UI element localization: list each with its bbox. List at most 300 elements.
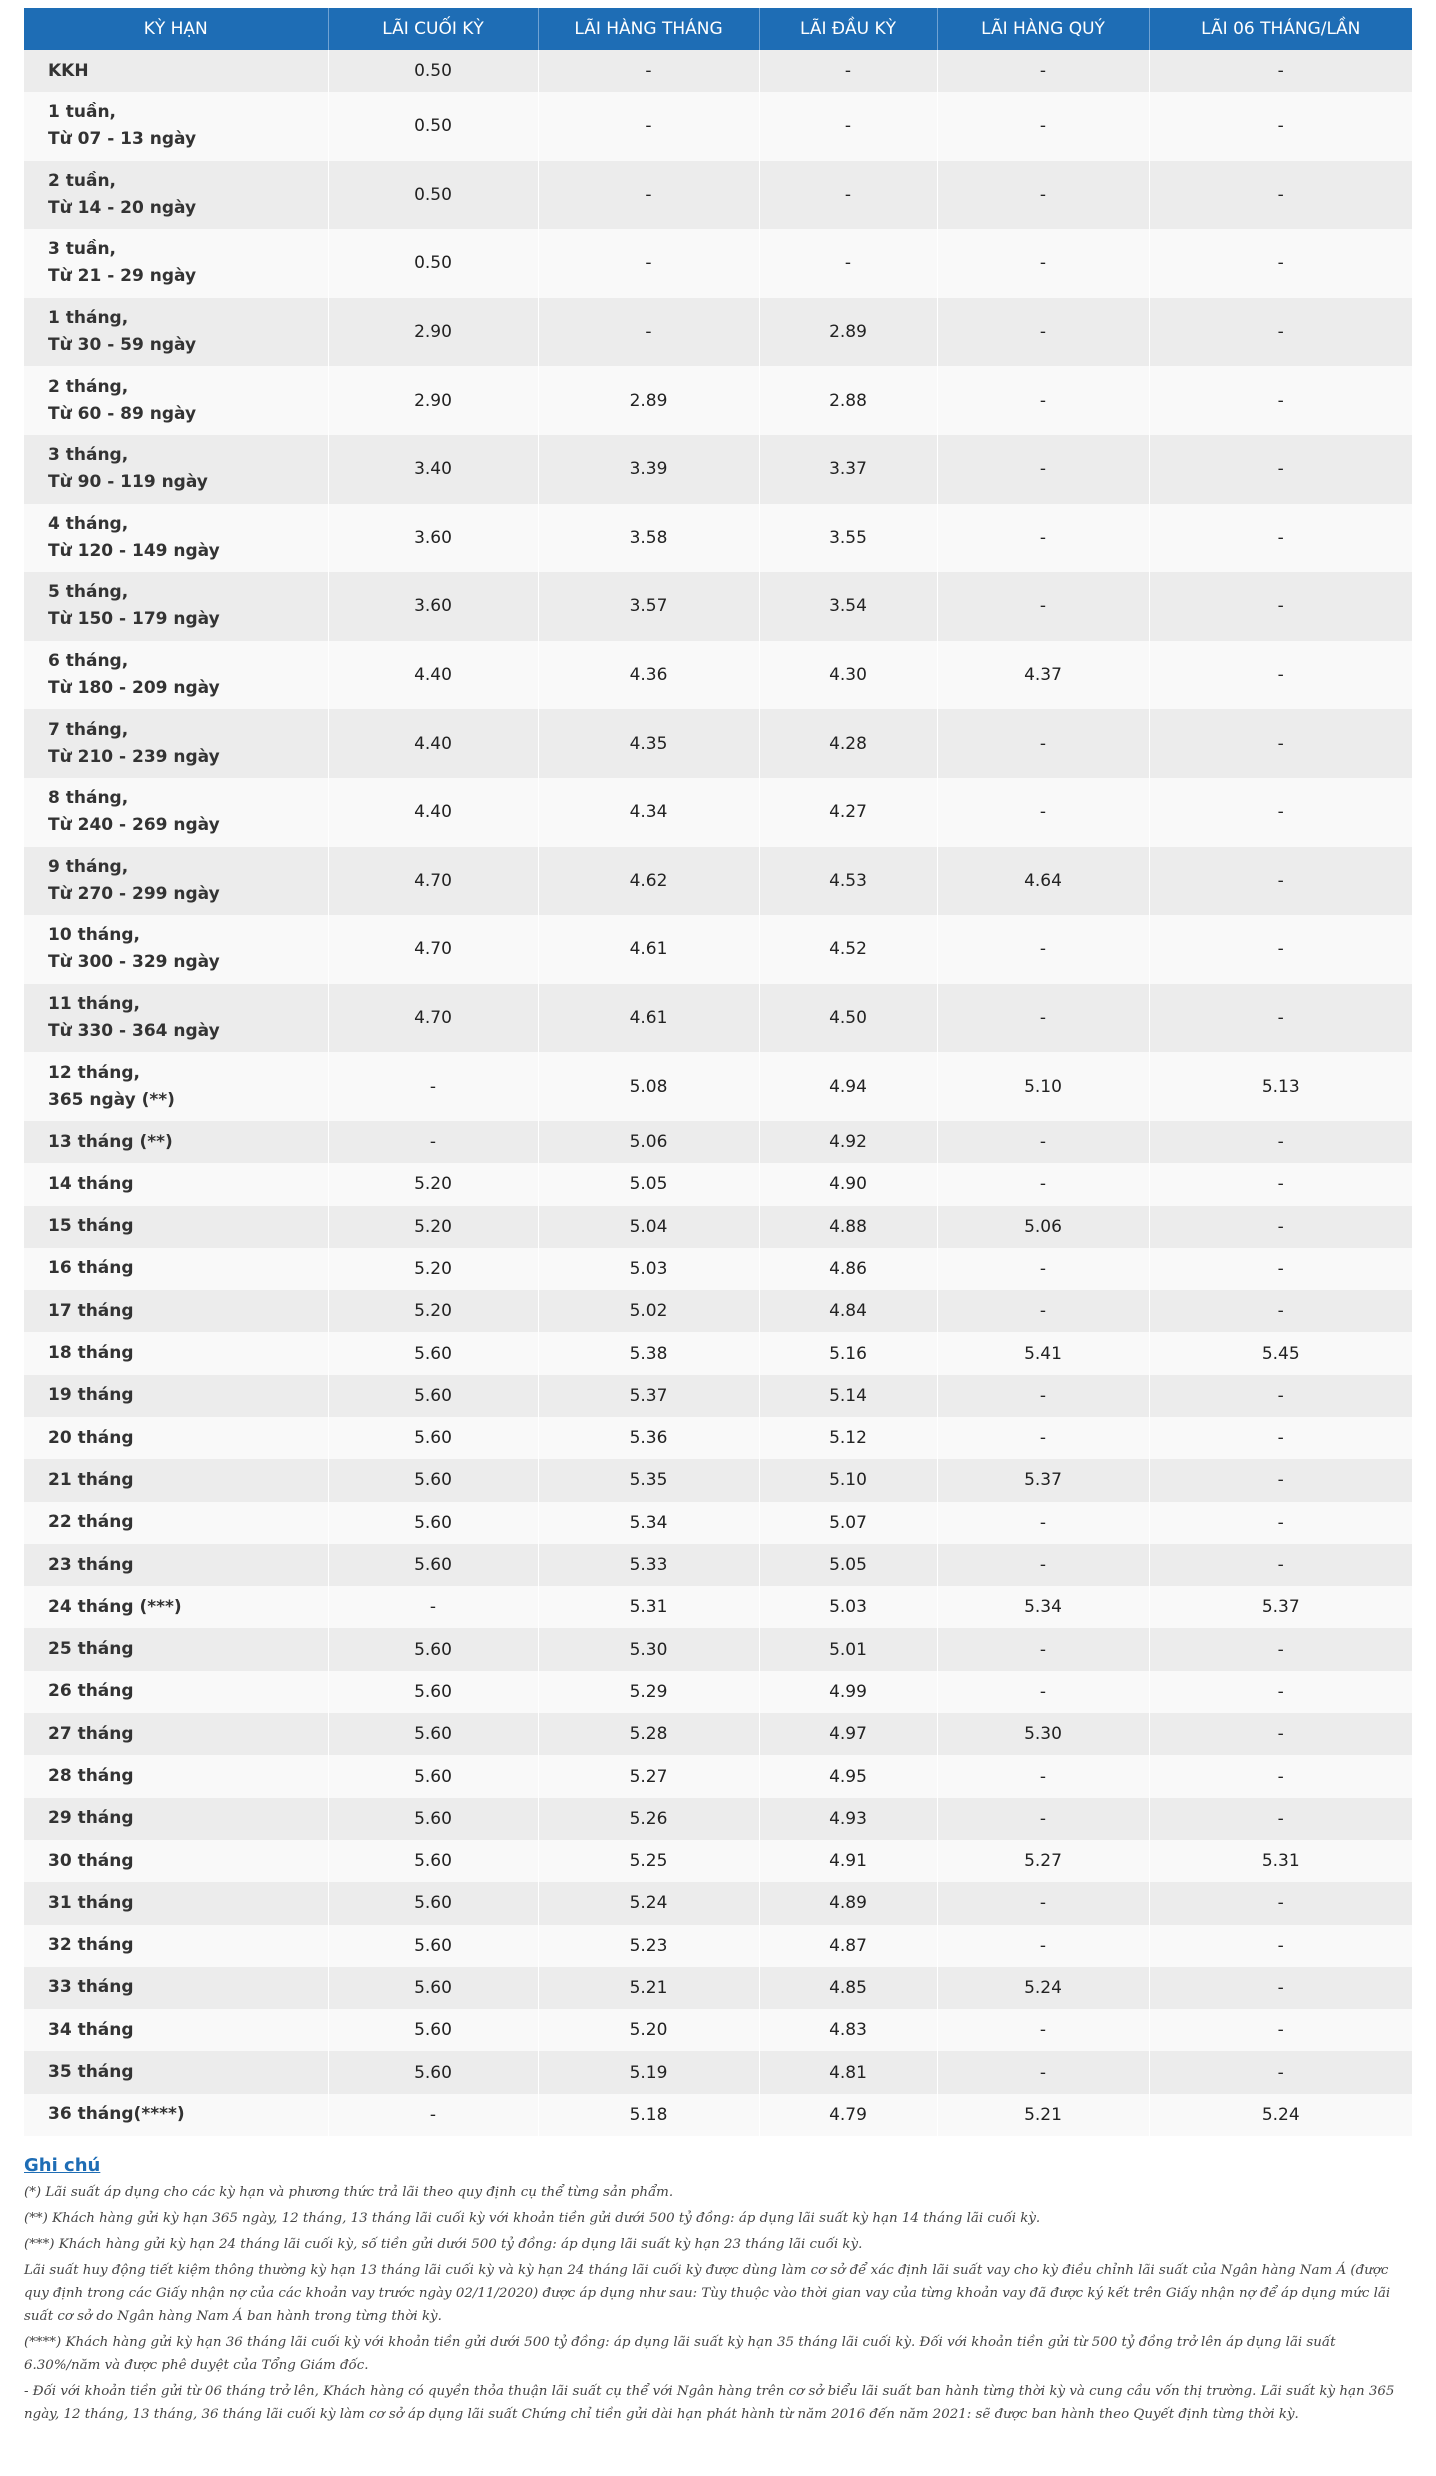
table-row	[24, 1332, 1412, 1374]
table-row	[24, 435, 1412, 504]
rate-cell-six-monthly: -	[1277, 527, 1284, 548]
rate-cell-upfront: 4.52	[759, 915, 937, 984]
rate-cell-quarterly: -	[937, 1290, 1149, 1332]
rate-cell-monthly: 5.06	[538, 1121, 759, 1163]
term-cell	[24, 1332, 328, 1374]
rate-cell-upfront: 4.93	[759, 1798, 937, 1840]
note-line: - Đối với khoản tiền gửi từ 06 tháng trở lên, Khách hàng có quyền thỏa thuận lãi suất cụ thể với Ngân hàng trên cơ sở biểu lãi suất ban hành từng thời kỳ và cung cầu vốn thị trường. Lãi suất kỳ hạn 365 ngày, 12 tháng, 13 tháng, 36 tháng lãi cuối kỳ làm cơ sở áp dụng lãi suất Chứng chỉ tiền gửi dài hạn phát hành từ năm 2016 đến năm 2021: sẽ được ban hành theo Quyết định từng thời kỳ.	[24, 2384, 1395, 2423]
rate-cell-upfront: -	[759, 229, 937, 298]
rate-cell-quarterly: -	[937, 1163, 1149, 1205]
rate-cell-end-of-term: 5.60	[328, 1375, 538, 1417]
term-label-line: 27 tháng	[48, 1723, 134, 1744]
rate-cell-end-of-term: 5.60	[328, 1798, 538, 1840]
term-cell	[24, 1798, 328, 1840]
header-end-of-term: LÃI CUỐI KỲ	[328, 8, 538, 50]
table-row	[24, 1967, 1412, 2009]
term-label-line: 23 tháng	[48, 1554, 134, 1575]
rate-cell-monthly: -	[538, 298, 759, 367]
term-cell	[24, 984, 328, 1053]
rate-cell-upfront: 4.86	[759, 1248, 937, 1290]
table-row	[24, 1671, 1412, 1713]
table-row	[24, 1417, 1412, 1459]
term-label-line: 5 tháng,	[48, 582, 129, 603]
term-label-line: 31 tháng	[48, 1892, 134, 1913]
rate-cell-monthly: 4.61	[538, 915, 759, 984]
term-cell	[24, 1248, 328, 1290]
rate-cell-monthly: 5.05	[538, 1163, 759, 1205]
rate-cell-end-of-term: 5.60	[328, 1755, 538, 1797]
term-label-line: 6 tháng,	[48, 651, 129, 672]
term-cell	[24, 1052, 328, 1121]
rate-cell-upfront: -	[759, 92, 937, 161]
term-label-line: 18 tháng	[48, 1343, 134, 1364]
rate-cell-quarterly: -	[937, 984, 1149, 1053]
rate-cell-quarterly: 5.41	[937, 1332, 1149, 1374]
term-label-line: 365 ngày (**)	[48, 1089, 175, 1110]
rate-cell-quarterly: -	[937, 1121, 1149, 1163]
header-term: KỲ HẠN	[24, 8, 328, 50]
table-row	[24, 1459, 1412, 1501]
rate-cell-quarterly: 5.37	[937, 1459, 1149, 1501]
rate-cell-end-of-term: 4.40	[328, 641, 538, 710]
rate-cell-six-monthly: -	[1277, 1555, 1284, 1576]
rate-cell-six-monthly: -	[1277, 116, 1284, 137]
term-cell	[24, 1502, 328, 1544]
rate-cell-monthly: 5.19	[538, 2051, 759, 2093]
term-cell	[24, 1628, 328, 1670]
term-label-line: 3 tháng,	[48, 445, 129, 466]
rate-cell-monthly: 5.34	[538, 1502, 759, 1544]
notes-section	[24, 2154, 1412, 2426]
rate-cell-monthly: 5.03	[538, 1248, 759, 1290]
table-row	[24, 2051, 1412, 2093]
term-cell	[24, 1121, 328, 1163]
rate-cell-upfront: 5.07	[759, 1502, 937, 1544]
rate-cell-end-of-term: 2.90	[328, 366, 538, 435]
rate-cell-quarterly: -	[937, 1375, 1149, 1417]
rate-cell-monthly: -	[538, 50, 759, 92]
term-cell	[24, 435, 328, 504]
rate-cell-six-monthly: -	[1277, 596, 1284, 617]
rate-cell-six-monthly: -	[1277, 1428, 1284, 1449]
term-label-line: 26 tháng	[48, 1681, 134, 1702]
rate-cell-upfront: 4.84	[759, 1290, 937, 1332]
term-label-line: Từ 14 - 20 ngày	[48, 197, 197, 218]
table-row	[24, 92, 1412, 161]
rate-cell-monthly: 5.21	[538, 1967, 759, 2009]
table-row	[24, 1755, 1412, 1797]
rate-cell-upfront: -	[759, 161, 937, 230]
rate-cell-end-of-term: 5.60	[328, 2051, 538, 2093]
term-cell	[24, 504, 328, 573]
rate-cell-end-of-term: 5.20	[328, 1206, 538, 1248]
term-label-line: 16 tháng	[48, 1258, 134, 1279]
term-label-line: 29 tháng	[48, 1808, 134, 1829]
rate-cell-monthly: 4.35	[538, 709, 759, 778]
term-label-line: Từ 30 - 59 ngày	[48, 335, 197, 356]
rate-cell-six-monthly: -	[1277, 1808, 1284, 1829]
table-row	[24, 50, 1412, 92]
rate-cell-quarterly: -	[937, 2009, 1149, 2051]
rate-cell-six-monthly: 5.45	[1261, 1343, 1300, 1364]
header-monthly: LÃI HÀNG THÁNG	[538, 8, 759, 50]
rate-cell-quarterly: 5.06	[937, 1206, 1149, 1248]
rate-cell-monthly: 5.29	[538, 1671, 759, 1713]
rate-cell-upfront: 2.89	[759, 298, 937, 367]
rate-cell-monthly: 5.18	[538, 2094, 759, 2136]
notes-list	[24, 2181, 1412, 2426]
table-body	[24, 50, 1412, 2136]
table-row	[24, 641, 1412, 710]
term-label-line: 35 tháng	[48, 2062, 134, 2083]
rate-cell-end-of-term: 5.60	[328, 1502, 538, 1544]
note-line: (*) Lãi suất áp dụng cho các kỳ hạn và phương thức trả lãi theo quy định cụ thể từng sản phẩm.	[24, 2185, 674, 2201]
table-row	[24, 229, 1412, 298]
rate-cell-six-monthly: -	[1277, 2020, 1284, 2041]
rate-cell-end-of-term: 5.60	[328, 1671, 538, 1713]
term-cell	[24, 572, 328, 641]
rate-cell-upfront: 4.50	[759, 984, 937, 1053]
table-header-row	[24, 8, 1412, 50]
term-label-line: 13 tháng (**)	[48, 1131, 173, 1152]
term-label-line: KKH	[48, 60, 89, 81]
rate-cell-upfront: 4.30	[759, 641, 937, 710]
rate-cell-quarterly: 5.34	[937, 1586, 1149, 1628]
rate-cell-quarterly: -	[937, 1798, 1149, 1840]
term-label-line: Từ 210 - 239 ngày	[48, 746, 220, 767]
note-line: (****) Khách hàng gửi kỳ hạn 36 tháng lãi cuối kỳ với khoản tiền gửi dưới 500 tỷ đồng: áp dụng lãi suất kỳ hạn 35 tháng lãi cuối kỳ. Đối với khoản tiền gửi từ 500 tỷ đồng trở lên áp dụng lãi suất 6.30%/năm và được phê duyệt của Tổng Giám đốc.	[24, 2335, 1336, 2374]
rate-cell-end-of-term: 4.70	[328, 847, 538, 916]
term-cell	[24, 915, 328, 984]
rate-cell-six-monthly: -	[1277, 1008, 1284, 1029]
rate-cell-upfront: 4.85	[759, 1967, 937, 2009]
rate-cell-end-of-term: 5.20	[328, 1290, 538, 1332]
table-row	[24, 847, 1412, 916]
rate-cell-monthly: 3.57	[538, 572, 759, 641]
rate-cell-end-of-term: -	[328, 1052, 538, 1121]
rate-cell-upfront: 4.53	[759, 847, 937, 916]
rate-cell-end-of-term: 4.70	[328, 984, 538, 1053]
rate-cell-six-monthly: -	[1277, 1766, 1284, 1787]
rate-cell-end-of-term: 2.90	[328, 298, 538, 367]
term-cell	[24, 1459, 328, 1501]
term-cell	[24, 1375, 328, 1417]
rate-cell-upfront: 5.12	[759, 1417, 937, 1459]
rate-cell-monthly: 5.31	[538, 1586, 759, 1628]
rate-cell-end-of-term: -	[328, 1586, 538, 1628]
term-label-line: Từ 150 - 179 ngày	[48, 609, 220, 630]
rate-cell-quarterly: 5.24	[937, 1967, 1149, 2009]
rate-cell-six-monthly: -	[1277, 870, 1284, 891]
rate-cell-monthly: 5.38	[538, 1332, 759, 1374]
rate-cell-end-of-term: 5.60	[328, 1967, 538, 2009]
rate-cell-quarterly: -	[937, 778, 1149, 847]
rate-cell-end-of-term: 5.60	[328, 1840, 538, 1882]
term-label-line: Từ 180 - 209 ngày	[48, 678, 220, 699]
term-label-line: 4 tháng,	[48, 513, 129, 534]
rate-cell-upfront: 5.10	[759, 1459, 937, 1501]
rate-cell-monthly: 5.36	[538, 1417, 759, 1459]
term-cell	[24, 366, 328, 435]
term-label-line: 32 tháng	[48, 1935, 134, 1956]
rate-cell-six-monthly: -	[1277, 1258, 1284, 1279]
term-label-line: Từ 270 - 299 ngày	[48, 883, 220, 904]
rate-cell-six-monthly: -	[1277, 802, 1284, 823]
rate-cell-end-of-term: 4.40	[328, 709, 538, 778]
rate-cell-upfront: 5.16	[759, 1332, 937, 1374]
rate-cell-six-monthly: -	[1277, 1216, 1284, 1237]
rate-cell-quarterly: -	[937, 2051, 1149, 2093]
term-label-line: 1 tháng,	[48, 308, 129, 329]
rate-cell-quarterly: -	[937, 1417, 1149, 1459]
table-row	[24, 1713, 1412, 1755]
term-cell	[24, 1882, 328, 1924]
rate-cell-six-monthly: -	[1277, 1639, 1284, 1660]
rate-cell-monthly: 5.37	[538, 1375, 759, 1417]
rate-cell-quarterly: -	[937, 1544, 1149, 1586]
rate-cell-six-monthly: -	[1277, 1132, 1284, 1153]
term-cell	[24, 1671, 328, 1713]
term-label-line: 22 tháng	[48, 1512, 134, 1533]
rate-cell-upfront: 4.92	[759, 1121, 937, 1163]
term-label-line: Từ 300 - 329 ngày	[48, 952, 220, 973]
rate-cell-six-monthly: 5.13	[1261, 1076, 1300, 1097]
table-row	[24, 1586, 1412, 1628]
rate-cell-upfront: 4.27	[759, 778, 937, 847]
rate-cell-six-monthly: -	[1277, 2062, 1284, 2083]
rate-cell-upfront: 4.90	[759, 1163, 937, 1205]
rate-cell-end-of-term: 5.60	[328, 1925, 538, 1967]
term-label-line: 34 tháng	[48, 2019, 134, 2040]
rate-cell-end-of-term: 5.20	[328, 1163, 538, 1205]
term-label-line: 19 tháng	[48, 1385, 134, 1406]
rate-cell-end-of-term: 5.60	[328, 1417, 538, 1459]
rate-cell-upfront: 5.01	[759, 1628, 937, 1670]
rate-cell-six-monthly: -	[1277, 61, 1284, 81]
rate-cell-quarterly: 4.37	[937, 641, 1149, 710]
rate-cell-six-monthly: -	[1277, 1174, 1284, 1195]
rate-cell-end-of-term: 0.50	[328, 50, 538, 92]
term-label-line: 15 tháng	[48, 1216, 134, 1237]
table-row	[24, 366, 1412, 435]
term-cell	[24, 2009, 328, 2051]
notes-title: Ghi chú	[24, 2155, 101, 2177]
term-label-line: 20 tháng	[48, 1427, 134, 1448]
table-row	[24, 2009, 1412, 2051]
rate-cell-quarterly: -	[937, 1628, 1149, 1670]
rate-cell-quarterly: -	[937, 435, 1149, 504]
term-label-line: 36 tháng(****)	[48, 2104, 185, 2125]
table-row	[24, 572, 1412, 641]
rate-cell-monthly: 4.36	[538, 641, 759, 710]
rate-cell-end-of-term: 5.60	[328, 1882, 538, 1924]
term-cell	[24, 1755, 328, 1797]
term-label-line: 2 tháng,	[48, 376, 129, 397]
rate-cell-quarterly: -	[937, 92, 1149, 161]
table-row	[24, 915, 1412, 984]
rate-cell-upfront: 3.37	[759, 435, 937, 504]
rate-cell-quarterly: -	[937, 572, 1149, 641]
term-cell	[24, 229, 328, 298]
rate-cell-quarterly: -	[937, 229, 1149, 298]
rate-cell-quarterly: -	[937, 298, 1149, 367]
rate-cell-six-monthly: -	[1277, 733, 1284, 754]
rate-cell-upfront: 4.94	[759, 1052, 937, 1121]
term-label-line: Từ 07 - 13 ngày	[48, 129, 197, 150]
rate-cell-monthly: 3.58	[538, 504, 759, 573]
rate-cell-monthly: 5.04	[538, 1206, 759, 1248]
term-cell	[24, 1417, 328, 1459]
rate-cell-quarterly: 5.27	[937, 1840, 1149, 1882]
rate-cell-end-of-term: 5.60	[328, 1459, 538, 1501]
note-line: Lãi suất huy động tiết kiệm thông thường kỳ hạn 13 tháng lãi cuối kỳ và kỳ hạn 24 tháng lãi cuối kỳ được dùng làm cơ sở để xác định lãi suất vay cho kỳ điều chỉnh lãi suất của Ngân hàng Nam Á (được quy định trong các Giấy nhận nợ của các khoản vay trước ngày 02/11/2020) được áp dụng như sau: Tùy thuộc vào thời gian vay của từng khoản vay đã được ký kết trên Giấy nhận nợ để áp dụng mức lãi suất cơ sở do Ngân hàng Nam Á ban hành trong từng thời kỳ.	[24, 2263, 1391, 2325]
term-cell	[24, 1713, 328, 1755]
term-cell	[24, 1967, 328, 2009]
header-six-monthly: LÃI 06 THÁNG/LẦN	[1149, 8, 1412, 50]
term-label-line: 2 tuần,	[48, 170, 117, 191]
term-label-line: 14 tháng	[48, 1173, 134, 1194]
table-row	[24, 1840, 1412, 1882]
rate-cell-upfront: 4.87	[759, 1925, 937, 1967]
term-label-line: Từ 60 - 89 ngày	[48, 403, 197, 424]
term-label-line: 17 tháng	[48, 1300, 134, 1321]
rate-cell-end-of-term: -	[328, 2094, 538, 2136]
rate-cell-upfront: 4.83	[759, 2009, 937, 2051]
term-label-line: Từ 240 - 269 ngày	[48, 815, 220, 836]
term-label-line: 11 tháng,	[48, 994, 141, 1015]
term-cell	[24, 1586, 328, 1628]
header-upfront: LÃI ĐẦU KỲ	[759, 8, 937, 50]
table-row	[24, 1798, 1412, 1840]
rate-cell-end-of-term: 5.20	[328, 1248, 538, 1290]
term-label-line: 28 tháng	[48, 1766, 134, 1786]
rate-cell-end-of-term: 5.60	[328, 1713, 538, 1755]
table-row	[24, 778, 1412, 847]
term-label-line: Từ 120 - 149 ngày	[48, 540, 220, 561]
rate-cell-six-monthly: -	[1277, 939, 1284, 960]
rate-cell-upfront: 5.03	[759, 1586, 937, 1628]
term-cell	[24, 778, 328, 847]
rate-cell-end-of-term: 3.40	[328, 435, 538, 504]
table-row	[24, 1925, 1412, 1967]
rate-cell-end-of-term: 4.70	[328, 915, 538, 984]
rate-cell-six-monthly: -	[1277, 253, 1284, 274]
term-label-line: 10 tháng,	[48, 925, 141, 946]
rate-cell-end-of-term: 5.60	[328, 1628, 538, 1670]
term-label-line: 7 tháng,	[48, 719, 129, 740]
table-row	[24, 1248, 1412, 1290]
rate-cell-upfront: 4.88	[759, 1206, 937, 1248]
rate-cell-upfront: 4.99	[759, 1671, 937, 1713]
rate-cell-monthly: 4.34	[538, 778, 759, 847]
table-row	[24, 1628, 1412, 1670]
rate-cell-upfront: 4.91	[759, 1840, 937, 1882]
rate-cell-monthly: 5.27	[538, 1755, 759, 1797]
table-row	[24, 1163, 1412, 1205]
rate-cell-six-monthly: -	[1277, 1470, 1284, 1491]
term-cell	[24, 2051, 328, 2093]
rate-cell-monthly: 5.30	[538, 1628, 759, 1670]
term-cell	[24, 92, 328, 161]
rate-cell-six-monthly: -	[1277, 1301, 1284, 1322]
rate-cell-monthly: 5.25	[538, 1840, 759, 1882]
table-row	[24, 1882, 1412, 1924]
rate-cell-six-monthly: -	[1277, 1893, 1284, 1914]
rate-cell-quarterly: -	[937, 1755, 1149, 1797]
rate-cell-upfront: 4.79	[759, 2094, 937, 2136]
term-label-line: Từ 90 - 119 ngày	[48, 472, 208, 493]
rate-cell-monthly: 4.62	[538, 847, 759, 916]
rate-cell-end-of-term: 4.40	[328, 778, 538, 847]
rate-cell-quarterly: -	[937, 1248, 1149, 1290]
rate-cell-upfront: -	[759, 50, 937, 92]
rate-cell-upfront: 4.97	[759, 1713, 937, 1755]
term-cell	[24, 1206, 328, 1248]
rate-cell-upfront: 5.14	[759, 1375, 937, 1417]
rate-cell-quarterly: -	[937, 504, 1149, 573]
rate-cell-monthly: 5.24	[538, 1882, 759, 1924]
term-cell	[24, 1925, 328, 1967]
rate-cell-six-monthly: -	[1277, 322, 1284, 343]
term-label-line: 21 tháng	[48, 1469, 134, 1490]
rate-cell-quarterly: 5.30	[937, 1713, 1149, 1755]
rate-cell-six-monthly: -	[1277, 184, 1284, 205]
rate-cell-six-monthly: -	[1277, 1681, 1284, 1702]
rate-cell-end-of-term: 0.50	[328, 161, 538, 230]
rate-cell-upfront: 5.05	[759, 1544, 937, 1586]
rate-cell-monthly: 3.39	[538, 435, 759, 504]
term-cell	[24, 847, 328, 916]
header-quarterly: LÃI HÀNG QUÝ	[937, 8, 1149, 50]
term-cell	[24, 2094, 328, 2136]
rate-cell-monthly: 5.23	[538, 1925, 759, 1967]
term-cell	[24, 1163, 328, 1205]
rate-cell-upfront: 4.89	[759, 1882, 937, 1924]
interest-rate-table	[24, 8, 1412, 2136]
rate-cell-end-of-term: 5.60	[328, 1544, 538, 1586]
term-cell	[24, 1290, 328, 1332]
rate-cell-monthly: -	[538, 161, 759, 230]
rate-cell-upfront: 4.95	[759, 1755, 937, 1797]
rate-cell-six-monthly: 5.37	[1261, 1597, 1300, 1618]
rate-cell-quarterly: -	[937, 915, 1149, 984]
rate-cell-six-monthly: -	[1277, 1724, 1284, 1745]
rate-cell-upfront: 3.54	[759, 572, 937, 641]
rate-cell-quarterly: -	[937, 161, 1149, 230]
rate-cell-quarterly: -	[937, 1925, 1149, 1967]
rate-cell-monthly: 5.28	[538, 1713, 759, 1755]
rate-cell-end-of-term: 0.50	[328, 92, 538, 161]
rate-cell-monthly: -	[538, 229, 759, 298]
term-label-line: 9 tháng,	[48, 856, 129, 877]
rate-cell-monthly: 2.89	[538, 366, 759, 435]
rate-cell-quarterly: -	[937, 1671, 1149, 1713]
rate-cell-end-of-term: 5.60	[328, 1332, 538, 1374]
rate-cell-quarterly: 5.21	[937, 2094, 1149, 2136]
rate-cell-six-monthly: -	[1277, 459, 1284, 480]
rate-cell-upfront: 3.55	[759, 504, 937, 573]
term-label-line: 3 tuần,	[48, 239, 117, 260]
rate-table-container	[24, 8, 1412, 2429]
rate-cell-end-of-term: 3.60	[328, 504, 538, 573]
table-row	[24, 1544, 1412, 1586]
rate-cell-upfront: 4.28	[759, 709, 937, 778]
term-label-line: 8 tháng,	[48, 788, 129, 809]
rate-cell-monthly: -	[538, 92, 759, 161]
table-row	[24, 1502, 1412, 1544]
table-row	[24, 504, 1412, 573]
rate-cell-end-of-term: 5.60	[328, 2009, 538, 2051]
